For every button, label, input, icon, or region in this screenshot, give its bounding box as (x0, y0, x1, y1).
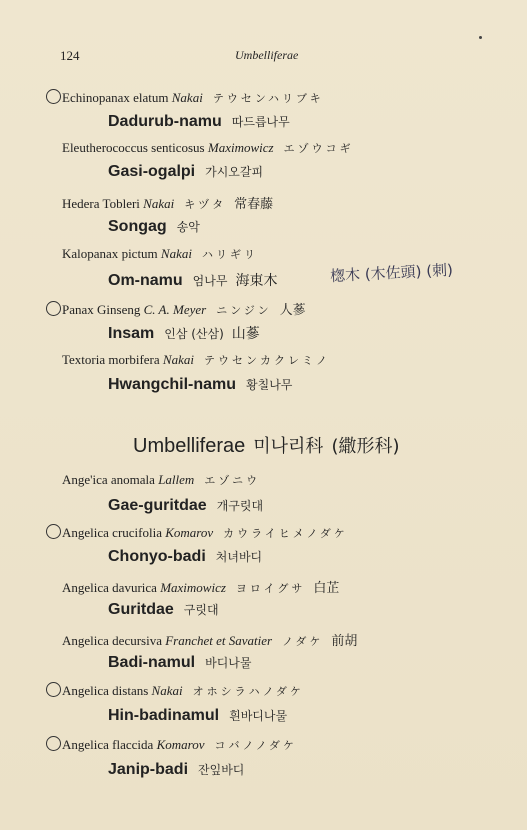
genus: Ange'ica (62, 472, 108, 487)
korean-romanized: Om-namu (108, 272, 183, 289)
genus: Echinopanax (62, 90, 130, 105)
page-number: 124 (60, 48, 80, 63)
japanese-name: キヅタ (184, 198, 227, 211)
kanji-name: 山蔘 (231, 326, 260, 342)
japanese-name: ヨロイグサ (235, 582, 306, 595)
species: elatum (133, 90, 169, 105)
kanji-name: 人蔘 (279, 303, 306, 318)
korean-hangul: 인삼 (산삼) (164, 327, 224, 341)
korean-name-line (108, 218, 200, 236)
author: Maximowicz (160, 580, 226, 595)
scientific-name-line (62, 630, 357, 649)
circle-mark-icon (46, 89, 61, 104)
section-title-latin: Umbelliferae (133, 435, 246, 457)
genus: Angelica (62, 737, 109, 752)
korean-name-line (108, 548, 262, 566)
korean-romanized: Gasi-ogalpi (108, 163, 196, 180)
japanese-name: ニンジン (216, 304, 272, 317)
species: anomala (110, 472, 155, 487)
author: Lallem (158, 472, 195, 487)
scientific-name-line (62, 193, 273, 212)
author: Komarov (156, 737, 205, 752)
genus: Kalopanax (62, 246, 119, 261)
korean-romanized: Hwangchil-namu (108, 376, 237, 393)
circle-mark-icon (46, 524, 61, 539)
kanji-name: 常春藤 (234, 197, 274, 212)
korean-romanized: Guritdae (108, 601, 174, 618)
korean-hangul: 바디나물 (205, 656, 252, 670)
korean-hangul: 구릿대 (183, 603, 219, 617)
japanese-name: エゾニウ (204, 474, 261, 487)
korean-name-line (108, 163, 263, 181)
korean-romanized: Gae-guritdae (108, 497, 207, 514)
scientific-name-line (62, 472, 260, 488)
species: morbifera (108, 352, 160, 367)
species: Tobleri (102, 196, 140, 211)
korean-hangul: 잔잎바디 (198, 763, 245, 777)
korean-romanized: Insam (108, 325, 155, 342)
section-title-kanji: (繖形科) (331, 436, 400, 457)
species: senticosus (151, 140, 205, 155)
section-heading (133, 432, 399, 458)
korean-name-line (108, 497, 263, 515)
genus: Hedera (62, 196, 100, 211)
scientific-name-line (62, 246, 258, 262)
korean-romanized: Badi-namul (108, 654, 196, 671)
section-title-korean: 미나리科 (253, 436, 324, 457)
scientific-name-line (46, 524, 348, 541)
korean-hangul: 따드릅나무 (231, 115, 290, 129)
korean-hangul: 엄나무 (192, 274, 228, 288)
korean-name-line (108, 113, 290, 131)
korean-romanized: Hin-badinamul (108, 707, 220, 724)
species: davurica (112, 580, 157, 595)
kanji-name: 海東木 (235, 273, 278, 289)
scientific-name-line (46, 299, 306, 318)
scientific-name-line (62, 577, 339, 596)
species: crucifolia (112, 525, 162, 540)
korean-romanized: Chonyo-badi (108, 548, 206, 565)
japanese-name: テウセンカクレミノ (203, 354, 330, 367)
korean-name-line (108, 323, 260, 343)
japanese-name: コバノノダケ (214, 739, 297, 752)
genus: Angelica (62, 580, 109, 595)
author: Franchet et Savatier (165, 633, 273, 648)
author: Nakai (171, 90, 203, 105)
genus: Panax (62, 302, 94, 317)
korean-romanized: Janip-badi (108, 761, 189, 778)
author: Maximowicz (207, 140, 274, 155)
korean-hangul: 가시오갈피 (205, 165, 264, 179)
korean-hangul: 황칠나무 (246, 378, 293, 392)
japanese-name: カウライヒメノダケ (223, 527, 348, 540)
korean-name-line (108, 601, 219, 619)
korean-name-line (108, 707, 287, 725)
species: flaccida (112, 737, 154, 752)
species: pictum (121, 246, 158, 261)
japanese-name: ハリギリ (201, 248, 258, 261)
ink-dot (479, 36, 482, 39)
kanji-name: 前胡 (331, 634, 358, 649)
scientific-name-line (46, 682, 304, 699)
korean-name-line (108, 761, 244, 779)
genus: Angelica (62, 633, 109, 648)
genus: Angelica (62, 525, 109, 540)
handwritten-annotation: 楤木 (木佐頭) (刺) (329, 260, 454, 286)
species: Ginseng (97, 302, 141, 317)
circle-mark-icon (46, 682, 61, 697)
running-head: Umbelliferae (235, 48, 299, 62)
circle-mark-icon (46, 736, 61, 751)
korean-hangul: 개구릿대 (216, 499, 264, 513)
scientific-name-line (46, 736, 297, 753)
author: Nakai (143, 196, 175, 211)
korean-romanized: Songag (108, 218, 167, 235)
genus: Angelica (62, 683, 109, 698)
genus: Eleutherococcus (62, 140, 148, 155)
korean-romanized: Dadurub-namu (108, 113, 222, 130)
scientific-name-line (46, 89, 324, 106)
scientific-name-line (62, 352, 330, 368)
author: Nakai (162, 352, 194, 367)
korean-name-line (108, 376, 292, 394)
author: Nakai (151, 683, 183, 698)
author: Komarov (165, 525, 214, 540)
japanese-name: オホシラハノダケ (192, 685, 304, 698)
kanji-name: 白芷 (313, 581, 340, 596)
japanese-name: テウセンハリブキ (212, 92, 324, 105)
author: C. A. Meyer (143, 302, 207, 317)
japanese-name: ノダケ (282, 635, 324, 648)
species: distans (112, 683, 149, 698)
japanese-name: エゾウコギ (283, 142, 354, 155)
circle-mark-icon (46, 301, 61, 316)
author: Nakai (160, 246, 192, 261)
page-header (0, 48, 527, 68)
korean-hangul: 흰바디나물 (229, 709, 288, 723)
korean-hangul: 송악 (176, 220, 200, 234)
korean-hangul: 처녀바디 (215, 550, 263, 564)
genus: Textoria (62, 352, 106, 367)
korean-name-line (108, 270, 277, 290)
korean-name-line (108, 654, 252, 672)
species: decursiva (112, 633, 162, 648)
scientific-name-line (62, 140, 354, 156)
